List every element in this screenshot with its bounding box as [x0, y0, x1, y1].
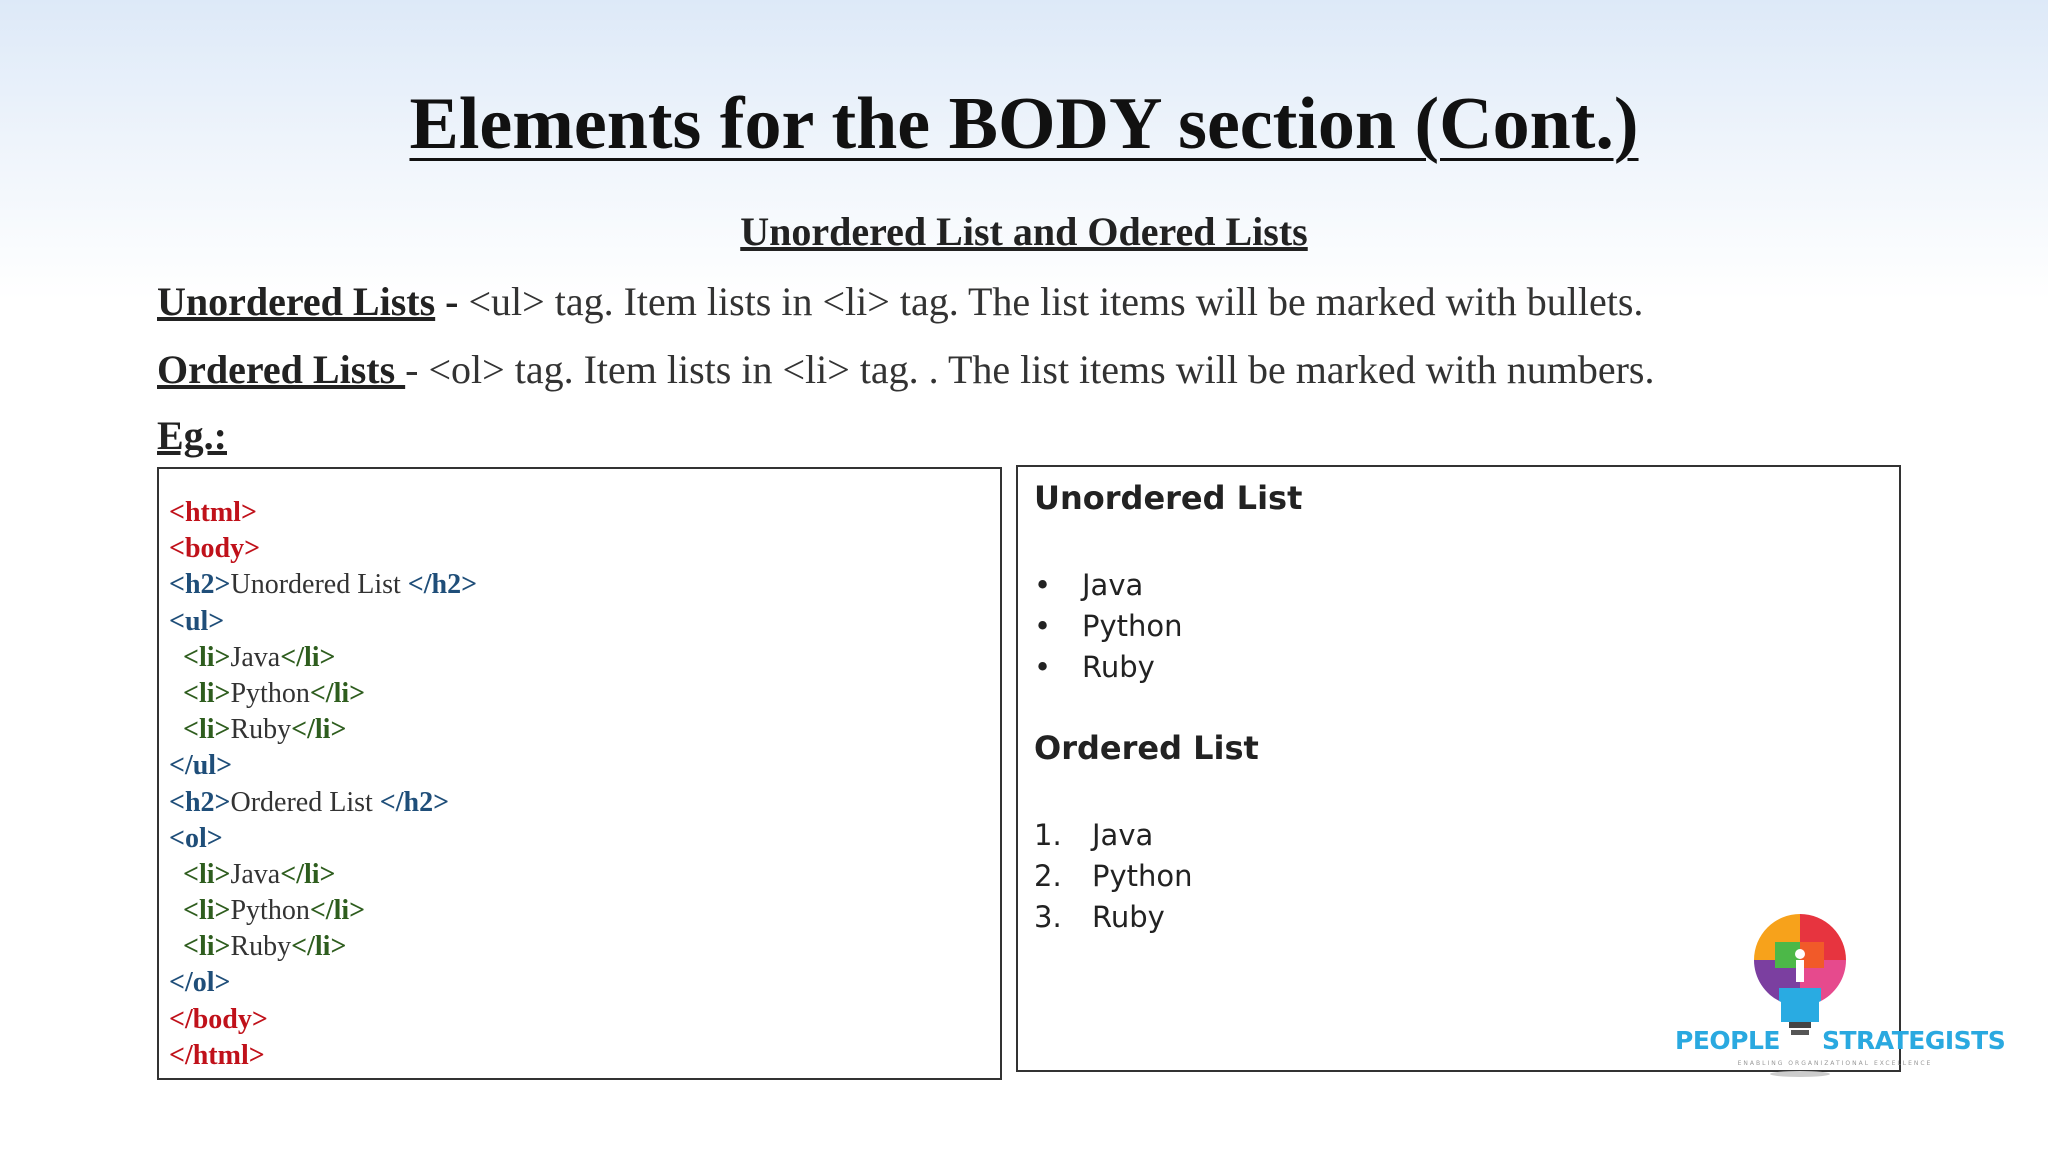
code-text: Ordered List: [230, 786, 380, 818]
ordered-description: <ol> tag. Item lists in <li> tag. . The list items will be marked with numbers.: [428, 347, 1655, 392]
list-item: [1034, 897, 1193, 938]
code-text: Ruby: [230, 714, 292, 746]
code-tag: </h2>: [379, 786, 450, 818]
preview-unordered-list: [1034, 565, 1183, 688]
list-item-text: Ruby: [1092, 900, 1165, 934]
list-item-text: Python: [1092, 859, 1193, 893]
list-item: [1034, 856, 1193, 897]
code-tag: <li>: [183, 677, 231, 709]
code-line: [169, 676, 1000, 712]
code-tag: </html>: [169, 1039, 265, 1071]
slide-title: Elements for the BODY section (Cont.): [409, 83, 1639, 165]
code-line: [169, 893, 1000, 929]
code-tag: </li>: [291, 931, 347, 963]
code-text: Python: [230, 677, 310, 709]
code-line: [169, 965, 1000, 1001]
ordered-dash: -: [405, 347, 429, 392]
code-tag: <li>: [183, 858, 231, 890]
code-line: [169, 712, 1000, 748]
unordered-term: Unordered Lists: [157, 279, 436, 324]
bullet-marker: •: [1034, 650, 1052, 684]
code-tag: <h2>: [169, 786, 231, 818]
logo-tagline: ENABLING ORGANIZATIONAL EXCELLENCE: [1737, 1060, 1933, 1067]
number-marker: 3.: [1034, 900, 1062, 934]
list-item: [1034, 647, 1183, 688]
code-tag: <li>: [183, 641, 231, 673]
code-text: Ruby: [230, 931, 292, 963]
code-line: [169, 821, 1000, 857]
code-text: Unordered List: [230, 569, 408, 601]
code-line: [169, 604, 1000, 640]
unordered-definition: [157, 278, 1643, 325]
logo-word-left: PEOPLE: [1675, 1026, 1780, 1055]
code-text: Python: [230, 895, 310, 927]
ordered-term: Ordered Lists: [157, 347, 406, 392]
code-tag: </body>: [169, 1003, 268, 1035]
slide-subtitle: Unordered List and Odered Lists: [740, 209, 1308, 254]
code-line: [169, 785, 1000, 821]
code-tag: <li>: [183, 714, 231, 746]
list-item-text: Java: [1082, 568, 1144, 602]
code-tag: <ol>: [169, 822, 223, 854]
list-item-text: Java: [1092, 818, 1154, 852]
preview-ordered-heading: Ordered List: [1034, 729, 1259, 767]
code-line: [169, 531, 1000, 567]
code-line: [169, 1038, 1000, 1074]
example-label: Eg.:: [157, 413, 227, 458]
preview-ordered-list: [1034, 815, 1193, 938]
code-line: [169, 748, 1000, 784]
code-line: [169, 567, 1000, 603]
list-item-text: Python: [1082, 609, 1183, 643]
code-line: [169, 640, 1000, 676]
code-tag: <h2>: [169, 569, 231, 601]
code-text: Java: [230, 858, 281, 890]
code-tag: </li>: [291, 714, 347, 746]
code-example-box: [157, 467, 1002, 1080]
people-strategists-logo: [1675, 910, 2006, 1085]
code-tag: <li>: [183, 895, 231, 927]
code-tag: </li>: [309, 677, 366, 709]
bullet-marker: •: [1034, 568, 1052, 602]
code-tag: </li>: [280, 641, 336, 673]
code-text: Java: [230, 641, 281, 673]
logo-word-right: STRATEGISTS: [1821, 1026, 2006, 1055]
logo-wordmark: [1675, 1026, 2006, 1055]
code-tag: <li>: [183, 931, 231, 963]
preview-unordered-heading: Unordered List: [1034, 479, 1303, 517]
code-line: [169, 857, 1000, 893]
lightbulb-puzzle-icon: [1675, 910, 1995, 1085]
code-line: [169, 495, 1000, 531]
list-item: [1034, 606, 1183, 647]
code-line: [169, 1002, 1000, 1038]
code-tag: <ul>: [169, 605, 225, 637]
code-line: [169, 929, 1000, 965]
ordered-definition: [157, 346, 1655, 393]
unordered-dash: -: [435, 279, 469, 324]
number-marker: 1.: [1034, 818, 1062, 852]
code-tag: </ol>: [169, 967, 231, 999]
code-tag: </li>: [280, 858, 336, 890]
code-tag: <body>: [169, 533, 261, 565]
code-tag: </li>: [309, 895, 366, 927]
number-marker: 2.: [1034, 859, 1062, 893]
list-item-text: Ruby: [1082, 650, 1155, 684]
unordered-description: <ul> tag. Item lists in <li> tag. The list items will be marked with bullets.: [468, 279, 1644, 324]
code-tag: </ul>: [169, 750, 233, 782]
code-tag: </h2>: [407, 569, 478, 601]
list-item: [1034, 815, 1193, 856]
bullet-marker: •: [1034, 609, 1052, 643]
list-item: [1034, 565, 1183, 606]
code-tag: <html>: [169, 497, 257, 528]
